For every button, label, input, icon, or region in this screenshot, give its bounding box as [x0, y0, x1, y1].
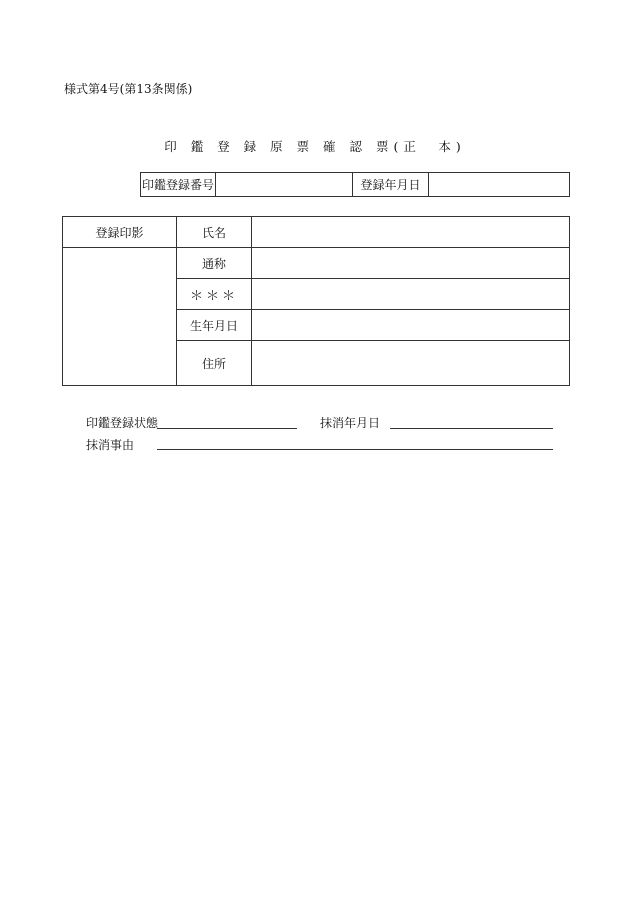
name-field[interactable] — [252, 217, 570, 248]
seal-status-line[interactable] — [157, 428, 297, 429]
registration-date-field[interactable] — [429, 173, 570, 197]
masked-label: ＊＊＊ — [177, 279, 252, 310]
seal-impression-label: 登録印影 — [63, 217, 177, 248]
seal-impression-area — [63, 248, 177, 386]
registration-date-label: 登録年月日 — [353, 173, 429, 197]
birth-date-label: 生年月日 — [177, 310, 252, 341]
birth-date-field[interactable] — [252, 310, 570, 341]
form-reference: 様式第4号(第13条関係) — [64, 82, 193, 96]
alias-field[interactable] — [252, 248, 570, 279]
cancel-date-label: 抹消年月日 — [320, 416, 381, 430]
registration-number-field[interactable] — [216, 173, 353, 197]
record-table — [62, 216, 570, 386]
registration-row — [141, 173, 570, 197]
address-label: 住所 — [177, 341, 252, 386]
name-label: 氏名 — [177, 217, 252, 248]
cancel-date-line[interactable] — [390, 428, 553, 429]
table-row — [63, 248, 570, 279]
alias-label: 通称 — [177, 248, 252, 279]
registration-table — [140, 172, 570, 197]
cancel-reason-line[interactable] — [157, 449, 553, 450]
table-row — [63, 217, 570, 248]
address-field[interactable] — [252, 341, 570, 386]
masked-field[interactable] — [252, 279, 570, 310]
cancel-reason-label: 抹消事由 — [86, 438, 135, 452]
registration-number-label: 印鑑登録番号 — [141, 173, 216, 197]
document-title: 印 鑑 登 録 原 票 確 認 票(正 本) — [164, 139, 466, 154]
seal-status-label: 印鑑登録状態 — [86, 416, 159, 430]
